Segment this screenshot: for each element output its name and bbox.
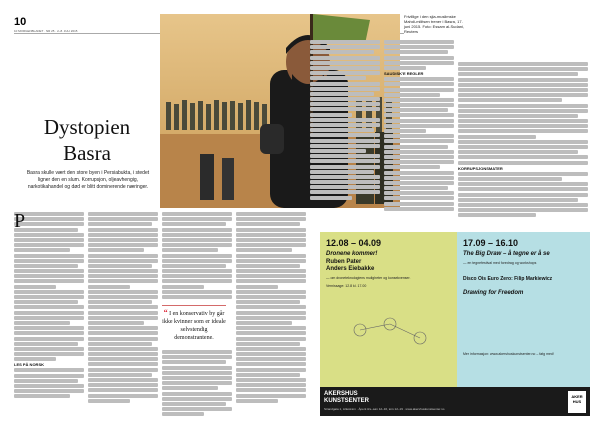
advertisement [320,232,590,416]
body-column-7 [458,62,588,226]
pull-quote-text: I en konservativ by går ikke kvinner som er ideale selvstendig demonstrantene. [162,311,226,341]
ad-akershus-name [324,391,369,405]
ad-left-subtitle: — om droneteknologiens muligheter og konsekvenser. [326,276,411,280]
dropcap: P [14,212,26,232]
ad-address: Strandgata 1, Lillestrøm · Åpent tirs–søn 12–16, tors 12–19 · www.akershuskunstsenter.no [324,407,445,411]
ad-footer [320,387,590,416]
ad-left-opening: Vernissage: 12.8 kl. 17.00 [326,284,367,288]
quote-mark-icon: “ [163,308,168,317]
headline [14,114,160,166]
drone-illustration [320,290,457,390]
ad-right-drawing: Drawing for Freedom [463,290,524,296]
ad-right-title: The Big Draw – å tegne er å se [463,251,550,257]
pull-quote [162,305,226,342]
ad-name-line-2: KUNSTSENTER [324,398,370,404]
body-column-5 [310,40,380,226]
page-number: 10 [14,16,27,28]
ad-logo-text: AKER HUS [571,394,583,404]
ad-right-date: 17.09 – 16.10 [463,238,519,248]
subhead-1: LES PÅ NORSK [14,362,45,368]
ad-left-title: Dronene kommer! [326,251,378,257]
subhead-3: KORRUPSJONSMATER [458,165,503,171]
body-column-2 [88,212,158,418]
body-column-1 [14,212,84,418]
ad-right-disco: Disco Ois Euro Zero: Filip Markiewicz [463,276,553,282]
ad-logo [568,391,586,413]
photo-caption: Frivillige i den sjia-muslimske Mahdi-militsen trener i Basra, 17. juni 2015. Foto: Essam al-Sudani, Reuters [404,14,465,34]
headline-line-2: Basra [63,141,111,165]
subhead-2: SAUDISK'E REGLER [384,71,424,77]
ad-name-line-1: AKERSHUS [324,391,358,397]
body-column-6 [384,40,454,226]
ad-right-info: Mer informasjon: www.akershuskunstsenter.no – følg med! [463,352,554,356]
ad-left-names: Ruben Pater Anders Eiebakke [326,259,375,272]
headline-line-1: Dystopien [43,115,131,139]
body-column-3-lower [162,350,232,418]
running-head: 10 MORGENBLADET · NR 25 · 2–8. JULI 2015 [14,29,78,33]
ad-left-date: 12.08 – 04.09 [326,238,382,248]
ad-right-subtitle: — en tegnefestival med foredrag og workshops [463,261,537,265]
standfirst: Basra skulle vært den store byen i Persiabukta, i stedet ligner den en slum. Korrupsjon, oljeavhengig, narkotikahandel og død er blitt dominerende næringer. [26,170,150,190]
body-column-4 [236,212,306,418]
body-column-3 [162,212,232,302]
